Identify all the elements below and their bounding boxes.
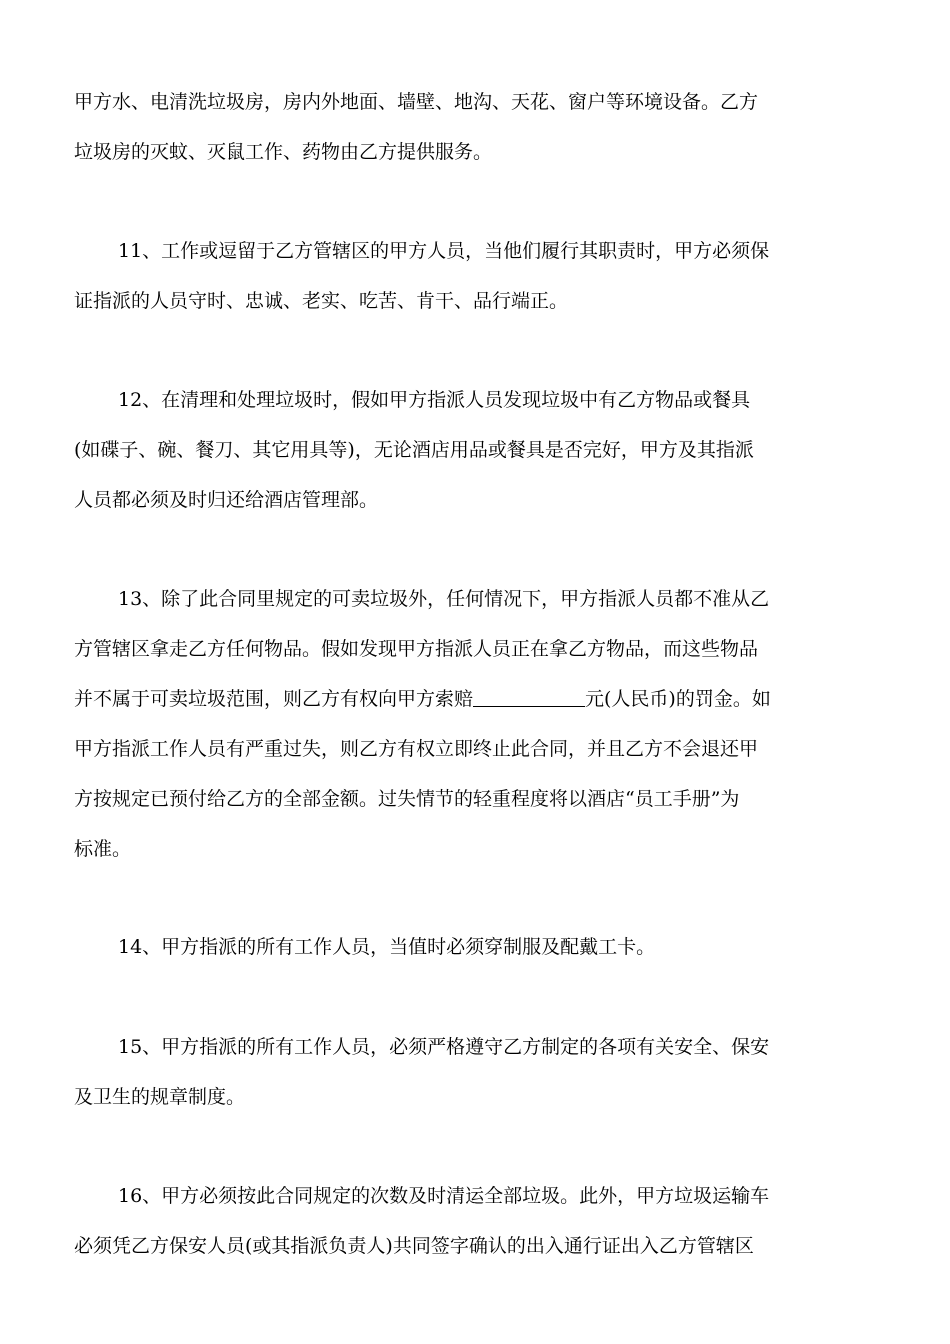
text-line: 12、在清理和处理垃圾时，假如甲方指派人员发现垃圾中有乙方物品或餐具 <box>118 389 751 411</box>
paragraph-cleaning <box>74 77 880 177</box>
text-line: (如碟子、碗、餐刀、其它用具等)，无论酒店用品或餐具是否完好，甲方及其指派 <box>74 439 754 461</box>
text-line: 16、甲方必须按此合同规定的次数及时清运全部垃圾。此外，甲方垃圾运输车 <box>118 1185 770 1207</box>
text-line: 甲方水、电清洗垃圾房，房内外地面、墙壁、地沟、天花、窗户等环境设备。乙方 <box>74 91 759 113</box>
paragraph-14 <box>74 922 880 972</box>
text-line: 标准。 <box>74 838 132 860</box>
text-segment: 元(人民币)的罚金。如 <box>585 688 771 710</box>
paragraph-16 <box>74 1171 880 1271</box>
text-line: 必须凭乙方保安人员(或其指派负责人)共同签字确认的出入通行证出入乙方管辖区 <box>74 1235 754 1257</box>
text-line: 11、工作或逗留于乙方管辖区的甲方人员，当他们履行其职责时，甲方必须保 <box>118 240 770 262</box>
text-line: 证指派的人员守时、忠诚、老实、吃苦、肯干、品行端正。 <box>74 290 569 312</box>
text-line: 甲方指派工作人员有严重过失，则乙方有权立即终止此合同，并且乙方不会退还甲 <box>74 738 759 760</box>
text-line: 人员都必须及时归还给酒店管理部。 <box>74 489 379 511</box>
text-segment: 并不属于可卖垃圾范围，则乙方有权向甲方索赔 <box>74 688 474 710</box>
fill-in-blank <box>473 688 585 707</box>
text-line: 14、甲方指派的所有工作人员，当值时必须穿制服及配戴工卡。 <box>118 936 656 958</box>
text-line-with-blank <box>74 674 880 724</box>
text-line: 方管辖区拿走乙方任何物品。假如发现甲方指派人员正在拿乙方物品，而这些物品 <box>74 638 759 660</box>
paragraph-13 <box>74 574 880 874</box>
text-line: 方按规定已预付给乙方的全部金额。过失情节的轻重程度将以酒店“员工手册”为 <box>74 788 740 810</box>
paragraph-12 <box>74 375 880 525</box>
text-line: 15、甲方指派的所有工作人员，必须严格遵守乙方制定的各项有关安全、保安 <box>118 1036 770 1058</box>
text-line: 垃圾房的灭蚊、灭鼠工作、药物由乙方提供服务。 <box>74 141 493 163</box>
paragraph-15 <box>74 1022 880 1122</box>
paragraph-11 <box>74 226 880 326</box>
text-line: 13、除了此合同里规定的可卖垃圾外，任何情况下，甲方指派人员都不准从乙 <box>118 588 770 610</box>
text-line: 及卫生的规章制度。 <box>74 1086 246 1108</box>
